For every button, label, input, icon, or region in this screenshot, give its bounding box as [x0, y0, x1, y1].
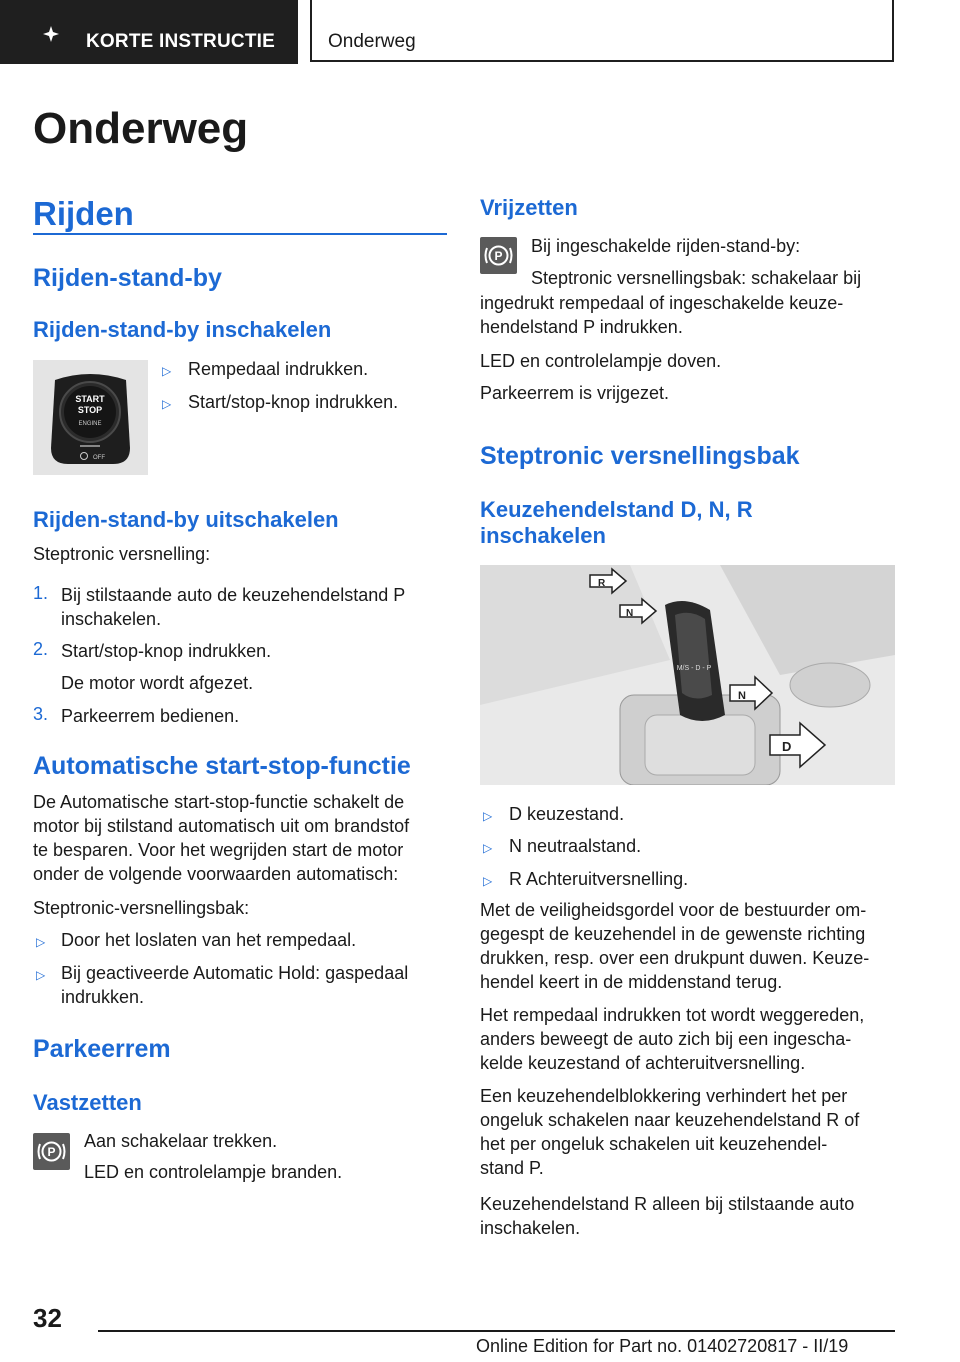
section-tab-label: Onderweg: [328, 31, 416, 52]
bullet-triangle-icon: ▷: [162, 397, 172, 411]
heading-steptronic: Steptronic versnellingsbak: [480, 442, 800, 470]
paragraph-line: te besparen. Voor het wegrijden start de motor: [33, 840, 404, 860]
step-text: Parkeerrem bedienen.: [61, 706, 240, 726]
paragraph-line: het per ongeluk schakelen uit keuzehendel-: [480, 1134, 828, 1154]
list-item: R Achteruitversnelling.: [509, 869, 689, 889]
header-bar: [0, 0, 960, 66]
paragraph-line: anders beweegt de auto zich bij een ingescha-: [480, 1029, 852, 1049]
vrijzetten-line: Parkeerrem is vrijgezet.: [480, 383, 670, 403]
footer-edition: Online Edition for Part no. 01402720817 - II/19: [476, 1336, 849, 1356]
gear-selector-image: [480, 565, 895, 785]
paragraph-line: stand P.: [480, 1158, 544, 1178]
vrijzetten-line: Bij ingeschakelde rijden-stand-by:: [531, 236, 801, 256]
start-label: START: [75, 394, 105, 404]
list-item: Rempedaal indrukken.: [188, 359, 369, 379]
vrijzetten-line: hendelstand P indrukken.: [480, 317, 683, 337]
list-item: indrukken.: [61, 987, 145, 1007]
step-text: inschakelen.: [61, 609, 162, 629]
gear-label-r: R: [598, 578, 606, 589]
gear-label-n-lower: N: [738, 690, 746, 702]
heading-rule: [33, 233, 447, 235]
paragraph-line: Met de veiligheidsgordel voor de bestuurder om-: [480, 900, 867, 920]
paragraph-line: motor bij stilstand automatisch uit om brandstof: [33, 816, 410, 836]
heading-standby: Rijden-stand-by: [33, 264, 222, 292]
page-number: 32: [33, 1303, 62, 1333]
vrijzetten-line: ingedrukt rempedaal of ingeschakelde keuze-: [480, 293, 844, 313]
bullet-triangle-icon: ▷: [36, 968, 46, 982]
paragraph-line: inschakelen.: [480, 1218, 581, 1238]
heading-keuzehendel-line2: inschakelen: [480, 523, 606, 548]
svg-text:P: P: [47, 1145, 56, 1159]
heading-parkeerrem: Parkeerrem: [33, 1035, 171, 1063]
paragraph-line: gegespt de keuzehendel in de gewenste richting: [480, 924, 866, 944]
gear-selector-illustration: [480, 565, 895, 785]
sparkle-icon: [43, 26, 59, 42]
list-item: D keuzestand.: [509, 804, 625, 824]
step-text: Start/stop-knop indrukken.: [61, 641, 272, 661]
paragraph-line: Het rempedaal indrukken tot wordt weggereden,: [480, 1005, 865, 1025]
vastzetten-line: Aan schakelaar trekken.: [84, 1131, 278, 1151]
step-text: Bij stilstaande auto de keuzehendelstand P: [61, 585, 406, 605]
heading-rijden: Rijden: [33, 195, 134, 232]
start-stop-button-image: [33, 360, 148, 475]
bullet-triangle-icon: ▷: [162, 364, 172, 378]
gear-label-d: D: [782, 739, 792, 754]
standby-off-intro: Steptronic versnelling:: [33, 544, 211, 564]
paragraph-line: kelde keuzestand of achteruitversnelling.: [480, 1053, 806, 1073]
heading-standby-off: Rijden-stand-by uitschakelen: [33, 507, 339, 532]
bullet-triangle-icon: ▷: [483, 809, 493, 823]
heading-vrijzetten: Vrijzetten: [480, 195, 578, 220]
heading-keuzehendel: Keuzehendelstand D, N, R: [480, 497, 753, 522]
parking-brake-icon: [480, 237, 517, 274]
chapter-tab-label: KORTE INSTRUCTIE: [86, 31, 275, 52]
lever-label: M/S - D - P: [676, 665, 712, 672]
gear-label-n: N: [626, 608, 634, 619]
parking-brake-icon: [33, 1133, 70, 1170]
bullet-triangle-icon: ▷: [483, 874, 493, 888]
step-text: De motor wordt afgezet.: [61, 673, 254, 693]
bullet-triangle-icon: ▷: [483, 841, 493, 855]
engine-label: ENGINE: [78, 421, 102, 427]
svg-text:P: P: [494, 249, 503, 263]
paragraph-line: Een keuzehendelblokkering verhindert het per: [480, 1086, 848, 1106]
step-number: 3.: [33, 704, 49, 724]
heading-vastzetten: Vastzetten: [33, 1090, 142, 1115]
chapter-tab[interactable]: [0, 0, 298, 64]
page-title: Onderweg: [33, 104, 249, 153]
list-item: N neutraalstand.: [509, 836, 642, 856]
list-item: Start/stop-knop indrukken.: [188, 392, 399, 412]
list-item: Bij geactiveerde Automatic Hold: gaspedaal: [61, 963, 409, 983]
section-tab[interactable]: [310, 0, 894, 62]
step-number: 2.: [33, 639, 49, 659]
paragraph-line: drukken, resp. over een drukpunt duwen. Keuze-: [480, 948, 870, 968]
start-stop-button-illustration: [33, 360, 148, 475]
vrijzetten-line: Steptronic versnellingsbak: schakelaar bij: [531, 268, 862, 288]
bullet-triangle-icon: ▷: [36, 935, 46, 949]
footer-rule: [98, 1330, 895, 1332]
paragraph-line: Keuzehendelstand R alleen bij stilstaande auto: [480, 1194, 855, 1214]
auto-subheading: Steptronic-versnellingsbak:: [33, 898, 250, 918]
vastzetten-line: LED en controlelampje branden.: [84, 1162, 343, 1182]
list-item: Door het loslaten van het rempedaal.: [61, 930, 357, 950]
off-label: OFF: [93, 455, 105, 461]
step-number: 1.: [33, 583, 49, 603]
heading-standby-on: Rijden-stand-by inschakelen: [33, 317, 332, 342]
paragraph-line: hendel keert in de middenstand terug.: [480, 972, 783, 992]
stop-label: STOP: [77, 405, 103, 415]
paragraph-line: ongeluk schakelen naar keuzehendelstand R of: [480, 1110, 860, 1130]
paragraph-line: De Automatische start-stop-functie schakelt de: [33, 792, 405, 812]
paragraph-line: onder de volgende voorwaarden automatisch:: [33, 864, 399, 884]
vrijzetten-line: LED en controlelampje doven.: [480, 351, 722, 371]
heading-auto-start-stop: Automatische start-stop-functie: [33, 752, 411, 780]
